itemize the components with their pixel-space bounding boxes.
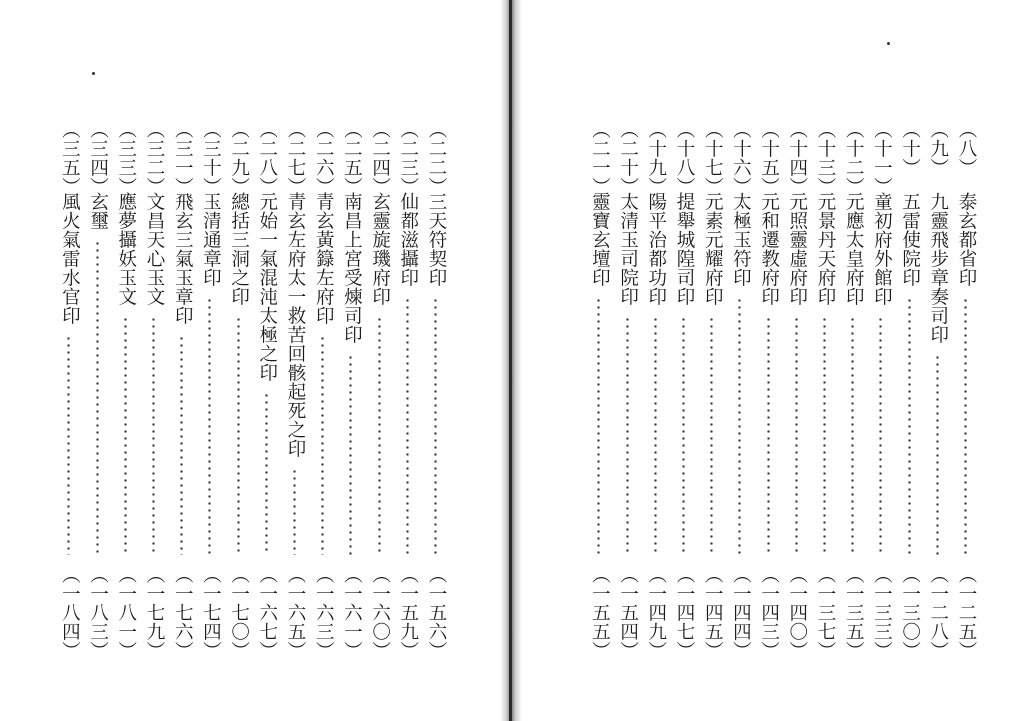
entry-number: （十一） <box>871 120 893 196</box>
entry-number: （二十） <box>617 120 639 196</box>
entry-title: 仙都滋攝印 <box>397 192 419 287</box>
entry-title: 元素元耀府印 <box>702 192 724 306</box>
entry-page-number: （一六五） <box>285 565 306 660</box>
toc-entry <box>282 120 308 660</box>
dot-leader <box>293 468 296 555</box>
entry-number: （八） <box>956 120 977 177</box>
dot-leader <box>908 297 911 555</box>
toc-entry <box>812 120 838 660</box>
toc-entry <box>953 120 979 660</box>
entry-number: （三一） <box>172 120 194 196</box>
dot-leader <box>964 297 967 555</box>
entry-title: 玄璽 <box>87 192 109 230</box>
entry-page-number: （一四四） <box>730 565 752 660</box>
entry-page-number: （一七〇） <box>228 565 250 660</box>
entry-page-number: （一八三） <box>87 565 109 660</box>
toc-entry <box>671 120 697 660</box>
toc-entry <box>897 120 923 660</box>
scan-speck <box>887 42 890 45</box>
toc-entry <box>615 120 641 660</box>
entry-title: 太清玉司院印 <box>617 192 639 306</box>
entry-number: （三五） <box>59 120 81 196</box>
dot-leader <box>626 316 629 555</box>
entry-number: （三二） <box>144 120 165 196</box>
entry-title: 文昌天心玉文 <box>144 192 165 306</box>
dot-leader <box>208 297 211 555</box>
entry-page-number: （一五五） <box>589 565 611 660</box>
toc-entry <box>423 120 449 660</box>
toc-entry <box>699 120 725 660</box>
entry-number: （三十） <box>200 120 222 196</box>
dot-leader <box>378 316 381 555</box>
entry-number: （九） <box>927 120 949 177</box>
entry-number: （二九） <box>228 120 250 196</box>
entry-page-number: （一四九） <box>645 565 667 660</box>
toc-entry <box>197 120 223 660</box>
dot-leader <box>406 297 409 555</box>
dot-leader <box>767 316 770 555</box>
entry-title: 青玄左府太一救苦回骸起死之印 <box>285 192 306 458</box>
toc-entry <box>226 120 252 660</box>
entry-title: 提舉城隍司印 <box>674 192 695 306</box>
dot-leader <box>67 335 70 555</box>
dot-leader <box>597 297 600 555</box>
toc-entry <box>586 120 612 660</box>
toc-entry <box>367 120 393 660</box>
entry-number: （十五） <box>758 120 780 196</box>
entry-page-number: （一三五） <box>843 565 865 660</box>
toc-entry <box>254 120 280 660</box>
dot-leader <box>795 316 798 555</box>
right-page <box>516 0 1024 721</box>
toc-entry <box>925 120 951 660</box>
spine-shadow <box>509 0 512 721</box>
toc-entry <box>868 120 894 660</box>
dot-leader <box>682 316 685 555</box>
entry-title: 總括三洞之印 <box>228 192 250 306</box>
toc-entry <box>338 120 364 660</box>
entry-title: 玄靈旋璣府印 <box>369 192 391 306</box>
entry-page-number: （一二八） <box>927 565 949 660</box>
entry-number: （十七） <box>702 120 724 196</box>
dot-leader <box>152 316 155 555</box>
toc-entry <box>756 120 782 660</box>
dot-leader <box>434 297 437 555</box>
toc-entry <box>169 120 195 660</box>
toc-entry <box>310 120 336 660</box>
entry-page-number: （一八四） <box>59 565 81 660</box>
dot-leader <box>265 392 268 555</box>
entry-title: 元始一氣混沌太極之印 <box>256 192 278 382</box>
dot-leader <box>321 335 324 555</box>
entry-number: （十九） <box>645 120 667 196</box>
dot-leader <box>879 316 882 555</box>
dot-leader <box>851 316 854 555</box>
toc-entry <box>840 120 866 660</box>
entry-page-number: （一六〇） <box>369 565 391 660</box>
entry-page-number: （一五四） <box>617 565 639 660</box>
entry-title: 太極玉符印 <box>730 192 752 287</box>
scan-speck <box>92 72 95 75</box>
entry-page-number: （一三七） <box>815 565 836 660</box>
toc-entry <box>727 120 753 660</box>
dot-leader <box>710 316 713 555</box>
entry-title: 元照靈虛府印 <box>786 192 808 306</box>
entry-page-number: （一六一） <box>341 565 363 660</box>
entry-page-number: （一三三） <box>871 565 893 660</box>
entry-page-number: （一七四） <box>200 565 222 660</box>
entry-title: 九靈飛步章奏司印 <box>927 192 949 344</box>
entry-number: （三三） <box>115 120 137 196</box>
left-page <box>0 0 506 721</box>
dot-leader <box>738 297 741 555</box>
entry-number: （十四） <box>786 120 808 196</box>
entry-title: 元和遷教府印 <box>758 192 780 306</box>
dot-leader <box>180 335 183 555</box>
entry-number: （二二） <box>426 120 447 196</box>
entry-page-number: （一六七） <box>256 565 278 660</box>
entry-page-number: （一三〇） <box>899 565 921 660</box>
entry-page-number: （一七六） <box>172 565 194 660</box>
entry-title: 五雷使院印 <box>899 192 921 287</box>
entry-page-number: （一四七） <box>674 565 695 660</box>
toc-entry <box>395 120 421 660</box>
entry-page-number: （一六三） <box>313 565 335 660</box>
entry-title: 童初府外館印 <box>871 192 893 306</box>
entry-number: （二六） <box>313 120 335 196</box>
entry-title: 風火氣雷水官印 <box>59 192 81 325</box>
entry-number: （二三） <box>397 120 419 196</box>
entry-title: 元景丹天府印 <box>815 192 836 306</box>
entry-title: 應夢攝妖玉文 <box>115 192 137 306</box>
entry-title: 陽平治都功印 <box>645 192 667 306</box>
entry-title: 元應太皇府印 <box>843 192 865 306</box>
entry-number: （二七） <box>285 120 306 196</box>
entry-page-number: （一四三） <box>758 565 780 660</box>
entry-number: （十八） <box>674 120 695 196</box>
entry-page-number: （一四〇） <box>786 565 808 660</box>
entry-title: 飛玄三氣玉章印 <box>172 192 194 325</box>
toc-entry <box>784 120 810 660</box>
entry-page-number: （一五九） <box>397 565 419 660</box>
entry-number: （二一） <box>589 120 611 196</box>
entry-number: （十六） <box>730 120 752 196</box>
entry-title: 青玄黃籙左府印 <box>313 192 335 325</box>
entry-number: （十二） <box>843 120 865 196</box>
entry-title: 泰玄都省印 <box>956 192 977 287</box>
dot-leader <box>124 316 127 555</box>
entry-number: （十三） <box>815 120 836 196</box>
entry-number: （三四） <box>87 120 109 196</box>
toc-entry <box>141 120 167 660</box>
entry-title: 玉清通章印 <box>200 192 222 287</box>
dot-leader <box>349 354 352 555</box>
entry-title: 南昌上宮受煉司印 <box>341 192 363 344</box>
entry-page-number: （一七九） <box>144 565 165 660</box>
toc-entry <box>56 120 82 660</box>
toc-entry <box>85 120 111 660</box>
entry-title: 三天符契印 <box>426 192 447 287</box>
entry-number: （二四） <box>369 120 391 196</box>
entry-number: （十） <box>899 120 921 177</box>
dot-leader <box>936 354 939 555</box>
entry-page-number: （一四五） <box>702 565 724 660</box>
entry-page-number: （一二五） <box>956 565 977 660</box>
toc-entry <box>643 120 669 660</box>
dot-leader <box>823 316 826 555</box>
dot-leader <box>654 316 657 555</box>
toc-entry <box>113 120 139 660</box>
dot-leader <box>96 240 99 555</box>
dot-leader <box>237 316 240 555</box>
entry-number: （二五） <box>341 120 363 196</box>
entry-page-number: （一八一） <box>115 565 137 660</box>
entry-page-number: （一五六） <box>426 565 447 660</box>
entry-title: 靈寶玄壇印 <box>589 192 611 287</box>
entry-number: （二八） <box>256 120 278 196</box>
